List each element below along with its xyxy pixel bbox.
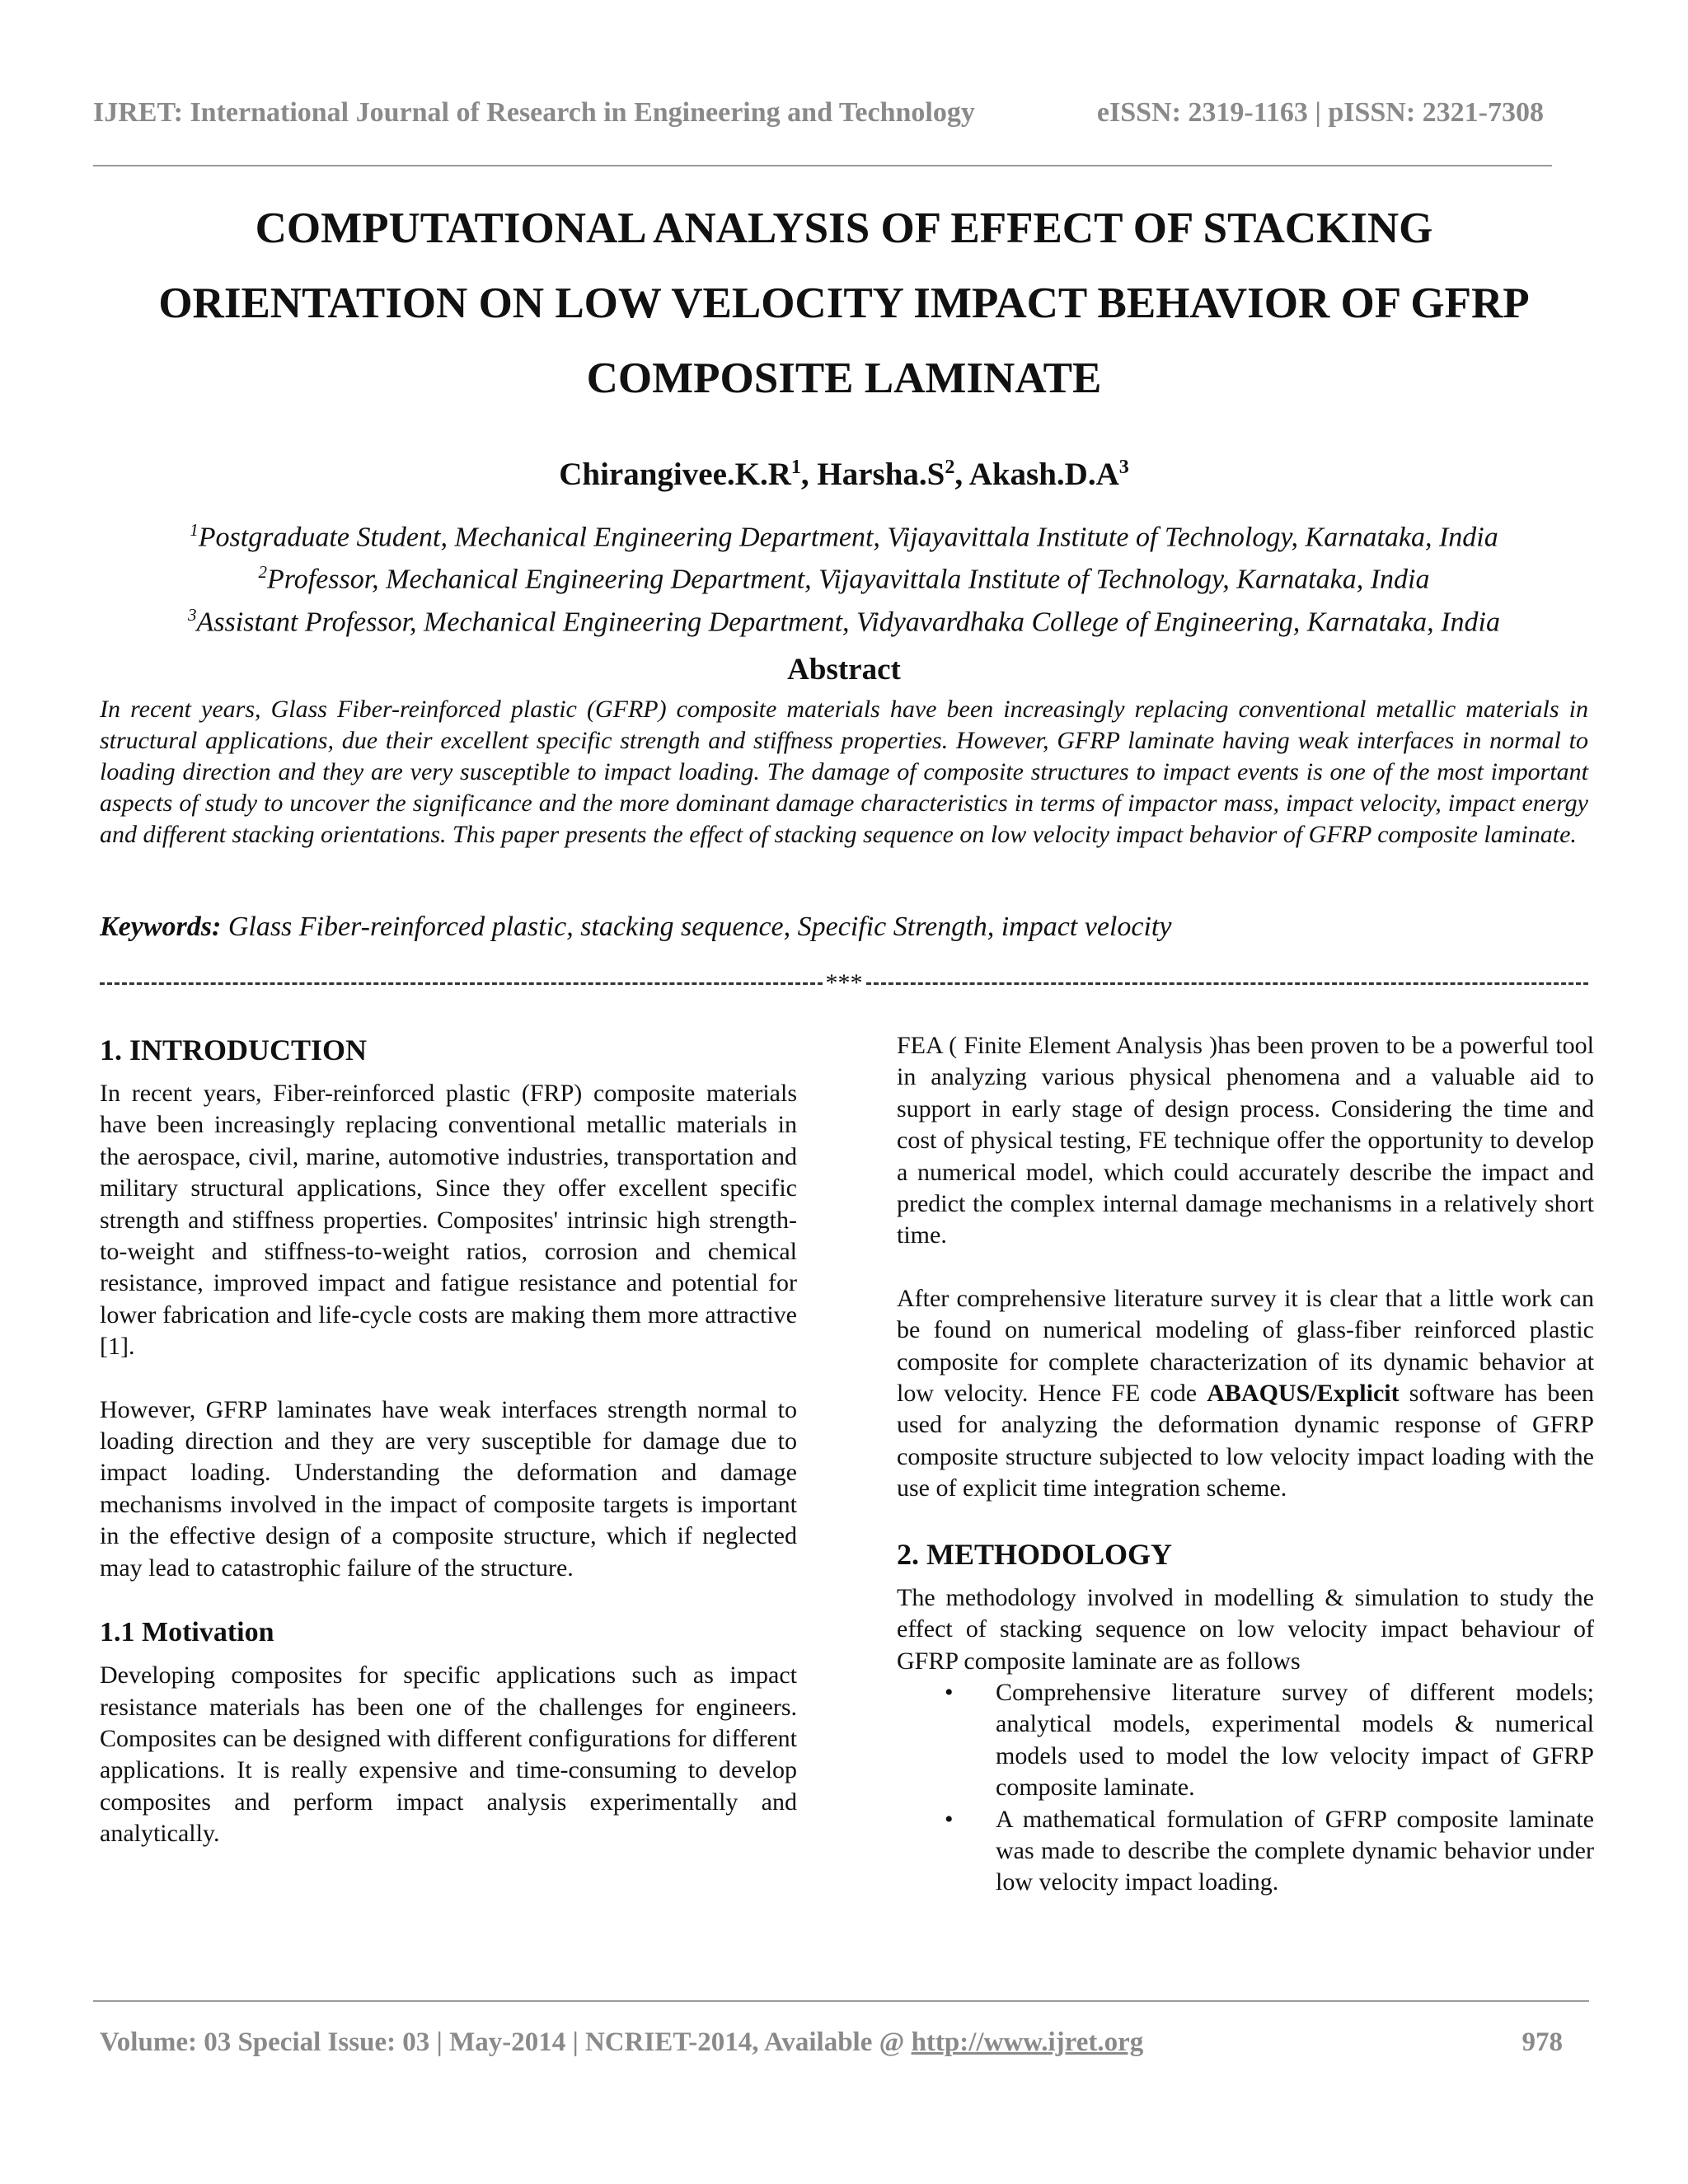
author-separator: ,	[954, 457, 969, 492]
page-footer	[100, 2027, 1563, 2058]
issn-info: eISSN: 2319-1163 | pISSN: 2321-7308	[1096, 97, 1544, 128]
affiliation-1	[93, 513, 1595, 555]
methodology-list	[897, 1677, 1594, 1899]
divider-dash-right	[866, 982, 1589, 985]
introduction-heading: 1. INTRODUCTION	[100, 1033, 368, 1066]
affiliation-2	[93, 555, 1595, 597]
affiliation-text: Professor, Mechanical Engineering Department, Vijayavittala Institute of Technology, Karnataka, India	[266, 564, 1430, 595]
page-number: 978	[1522, 2027, 1563, 2057]
author-superscript: 3	[1118, 457, 1129, 478]
section-divider	[100, 971, 1588, 996]
affiliation-text: Postgraduate Student, Mechanical Engineering Department, Vijayavittala Institute of Technology, Karnataka, India	[198, 522, 1498, 553]
title-line-1: COMPUTATIONAL ANALYSIS OF EFFECT OF STACKING	[255, 204, 1433, 252]
author-name: Chirangivee.K.R	[559, 457, 791, 492]
affiliation-3	[93, 598, 1595, 640]
motivation-paragraph: Developing composites for specific applications such as impact resistance materials has been one of the challenges for engineers. Composites can be designed with different configurations for different applications. It is really expensive and time-consuming to develop composites and perform impact analysis experimentally and analytically.	[100, 1661, 797, 1848]
author-separator: ,	[800, 457, 818, 492]
author-name: Harsha.S	[817, 457, 945, 492]
survey-paragraph	[897, 1283, 1594, 1505]
title-line-2: ORIENTATION ON LOW VELOCITY IMPACT BEHAVIOR OF GFRP	[158, 279, 1530, 327]
survey-text-end: software has been used for analyzing the deformation dynamic response of GFRP composite structure subjected to low velocity impact loading with the use of explicit time integration scheme.	[897, 1380, 1594, 1502]
affiliation-text: Assistant Professor, Mechanical Engineering Department, Vidyavardhaka College of Engineering, Karnataka, India	[196, 606, 1500, 637]
affiliation-superscript: 1	[190, 520, 199, 540]
abstract-heading: Abstract	[787, 653, 901, 687]
methodology-paragraph: The methodology involved in modelling & simulation to study the effect of stacking sequence on low velocity impact behaviour of GFRP composite laminate are as follows	[897, 1583, 1594, 1675]
motivation-heading: 1.1 Motivation	[100, 1617, 274, 1648]
affiliation-superscript: 2	[258, 562, 267, 583]
right-column	[897, 1030, 1594, 1899]
title-line-3: COMPOSITE LAMINATE	[586, 354, 1102, 402]
footer-volume-text: Volume: 03 Special Issue: 03 | May-2014 | NCRIET-2014, Available @	[100, 2027, 912, 2057]
author-list	[93, 456, 1595, 493]
author-superscript: 2	[945, 457, 955, 478]
divider-stars: ***	[825, 969, 863, 996]
paper-title	[93, 191, 1595, 416]
affiliations	[93, 513, 1595, 640]
list-item: • A mathematical formulation of GFRP composite laminate was made to describe the complete dynamic behavior under low velocity impact loading.	[996, 1804, 1594, 1899]
journal-link[interactable]: http://www.ijret.org	[911, 2027, 1144, 2057]
keywords-text: Glass Fiber-reinforced plastic, stacking sequence, Specific Strength, impact velocity	[221, 912, 1172, 942]
introduction-paragraph-2: However, GFRP laminates have weak interfaces strength normal to loading direction and they are very susceptible for damage due to impact loading. Understanding the deformation and damage mechanisms involved in the impact of composite targets is important in the effective design of a composite structure, which if neglected may lead to catastrophic failure of the structure.	[100, 1395, 797, 1582]
introduction-paragraph-1: In recent years, Fiber-reinforced plastic (FRP) composite materials have been increasingly replacing conventional metallic materials in the aerospace, civil, marine, automotive industries, transportation and military structural applications, Since they offer excellent specific strength and stiffness properties. Composites' intrinsic high strength-to-weight and stiffness-to-weight ratios, corrosion and chemical resistance, improved impact and fatigue resistance and potential for lower fabrication and life-cycle costs are making them more attractive [1].	[100, 1080, 797, 1361]
header-rule	[93, 165, 1552, 166]
affiliation-superscript: 3	[188, 604, 197, 625]
abstract-text: In recent years, Glass Fiber-reinforced plastic (GFRP) composite materials have been increasingly replacing conventional metallic materials in structural applications, due their excellent specific strength and stiffness properties. However, GFRP laminate having weak interfaces in normal to loading direction and they are very susceptible to impact loading. The damage of composite structures to impact events is one of the most important aspects of study to uncover the significance and the more dominant damage characteristics in terms of impactor mass, impact velocity, impact energy and different stacking orientations. This paper presents the effect of stacking sequence on low velocity impact behavior of GFRP composite laminate.	[100, 696, 1588, 848]
fea-paragraph: FEA ( Finite Element Analysis )has been proven to be a powerful tool in analyzing various physical phenomena and a valuable aid to support in early stage of design process. Considering the time and cost of physical testing, FE technique offer the opportunity to develop a numerical model, which could accurately describe the impact and predict the complex internal damage mechanisms in a relatively short time.	[897, 1032, 1594, 1249]
keywords	[100, 912, 1588, 943]
list-item: • Comprehensive literature survey of different models; analytical models, experimental models & numerical models used to model the low velocity impact of GFRP composite laminate.	[996, 1677, 1594, 1804]
footer-info	[100, 2027, 1143, 2058]
divider-dash-left	[100, 982, 823, 985]
left-column	[100, 1032, 797, 1850]
survey-text-start: After comprehensive literature survey it is clear that a little work can be found on numerical modeling of glass-fiber reinforced plastic composite for complete characterization of its dynamic behavior at low velocity. Hence FE code	[897, 1284, 1594, 1408]
methodology-heading: 2. METHODOLOGY	[897, 1537, 1173, 1571]
software-name: ABAQUS/Explicit	[1207, 1380, 1400, 1408]
footer-rule	[93, 2000, 1589, 2002]
running-header	[93, 97, 1544, 129]
journal-name: IJRET: International Journal of Research in Engineering and Technology	[93, 97, 975, 128]
keywords-label: Keywords:	[100, 912, 222, 942]
author-name: Akash.D.A	[968, 457, 1119, 492]
author-superscript: 1	[790, 457, 801, 478]
